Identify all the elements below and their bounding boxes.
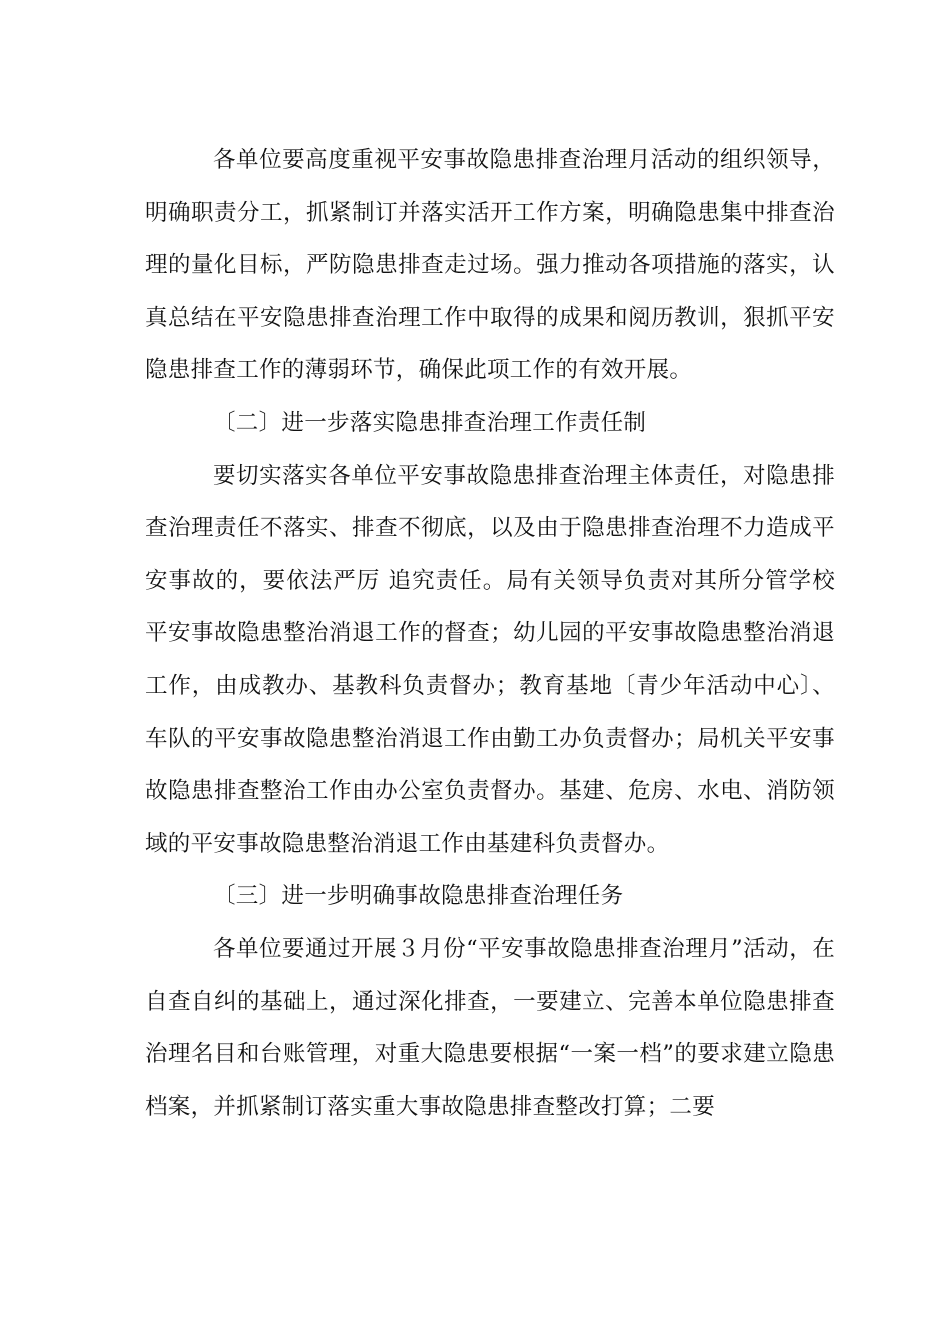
section-heading-3: 〔三〕进一步明确事故隐患排查治理任务 [213, 883, 624, 910]
paragraph-intro: 各单位要高度重视平安事故隐患排查治理月活动的组织领导，明确职责分工，抓紧制订并落实活开工作方案，明确隐患集中排查治理的量化目标，严防隐患排查走过场。强力推动各项措施的落实，认真总结在平安隐患排查治理工作中取得的成果和阅历教训，狠抓平安隐患排查工作的薄弱环节，确保此项工作的有效开展。 [145, 147, 835, 384]
section-heading-2: 〔二〕进一步落实隐患排查治理工作责任制 [213, 409, 647, 436]
paragraph-tasks: 各单位要通过开展３月份“平安事故隐患排查治理月”活动，在自查自纠的基础上，通过深化排查，一要建立、完善本单位隐患排查治理名目和台账管理，对重大隐患要根据“一案一档”的要求建立隐患档案，并抓紧制订落实重大事故隐患排查整改打算；二要 [145, 935, 835, 1120]
paragraph-responsibility: 要切实落实各单位平安事故隐患排查治理主体责任，对隐患排查治理责任不落实、排查不彻底，以及由于隐患排查治理不力造成平安事故的，要依法严厉 追究责任。局有关领导负责对其所分管学校平安事故隐患整治消退工作的督查；幼儿园的平安事故隐患整治消退工作，由成教办、基教科负责督办；教育基地〔青少年活动中心〕、车队的平安事故隐患整治消退工作由勤工办负责督办；局机关平安事故隐患排查整治工作由办公室负责督办。基建、危房、水电、消防领域的平安事故隐患整治消退工作由基建科负责督办。 [145, 462, 835, 857]
document-page [145, 134, 835, 1133]
